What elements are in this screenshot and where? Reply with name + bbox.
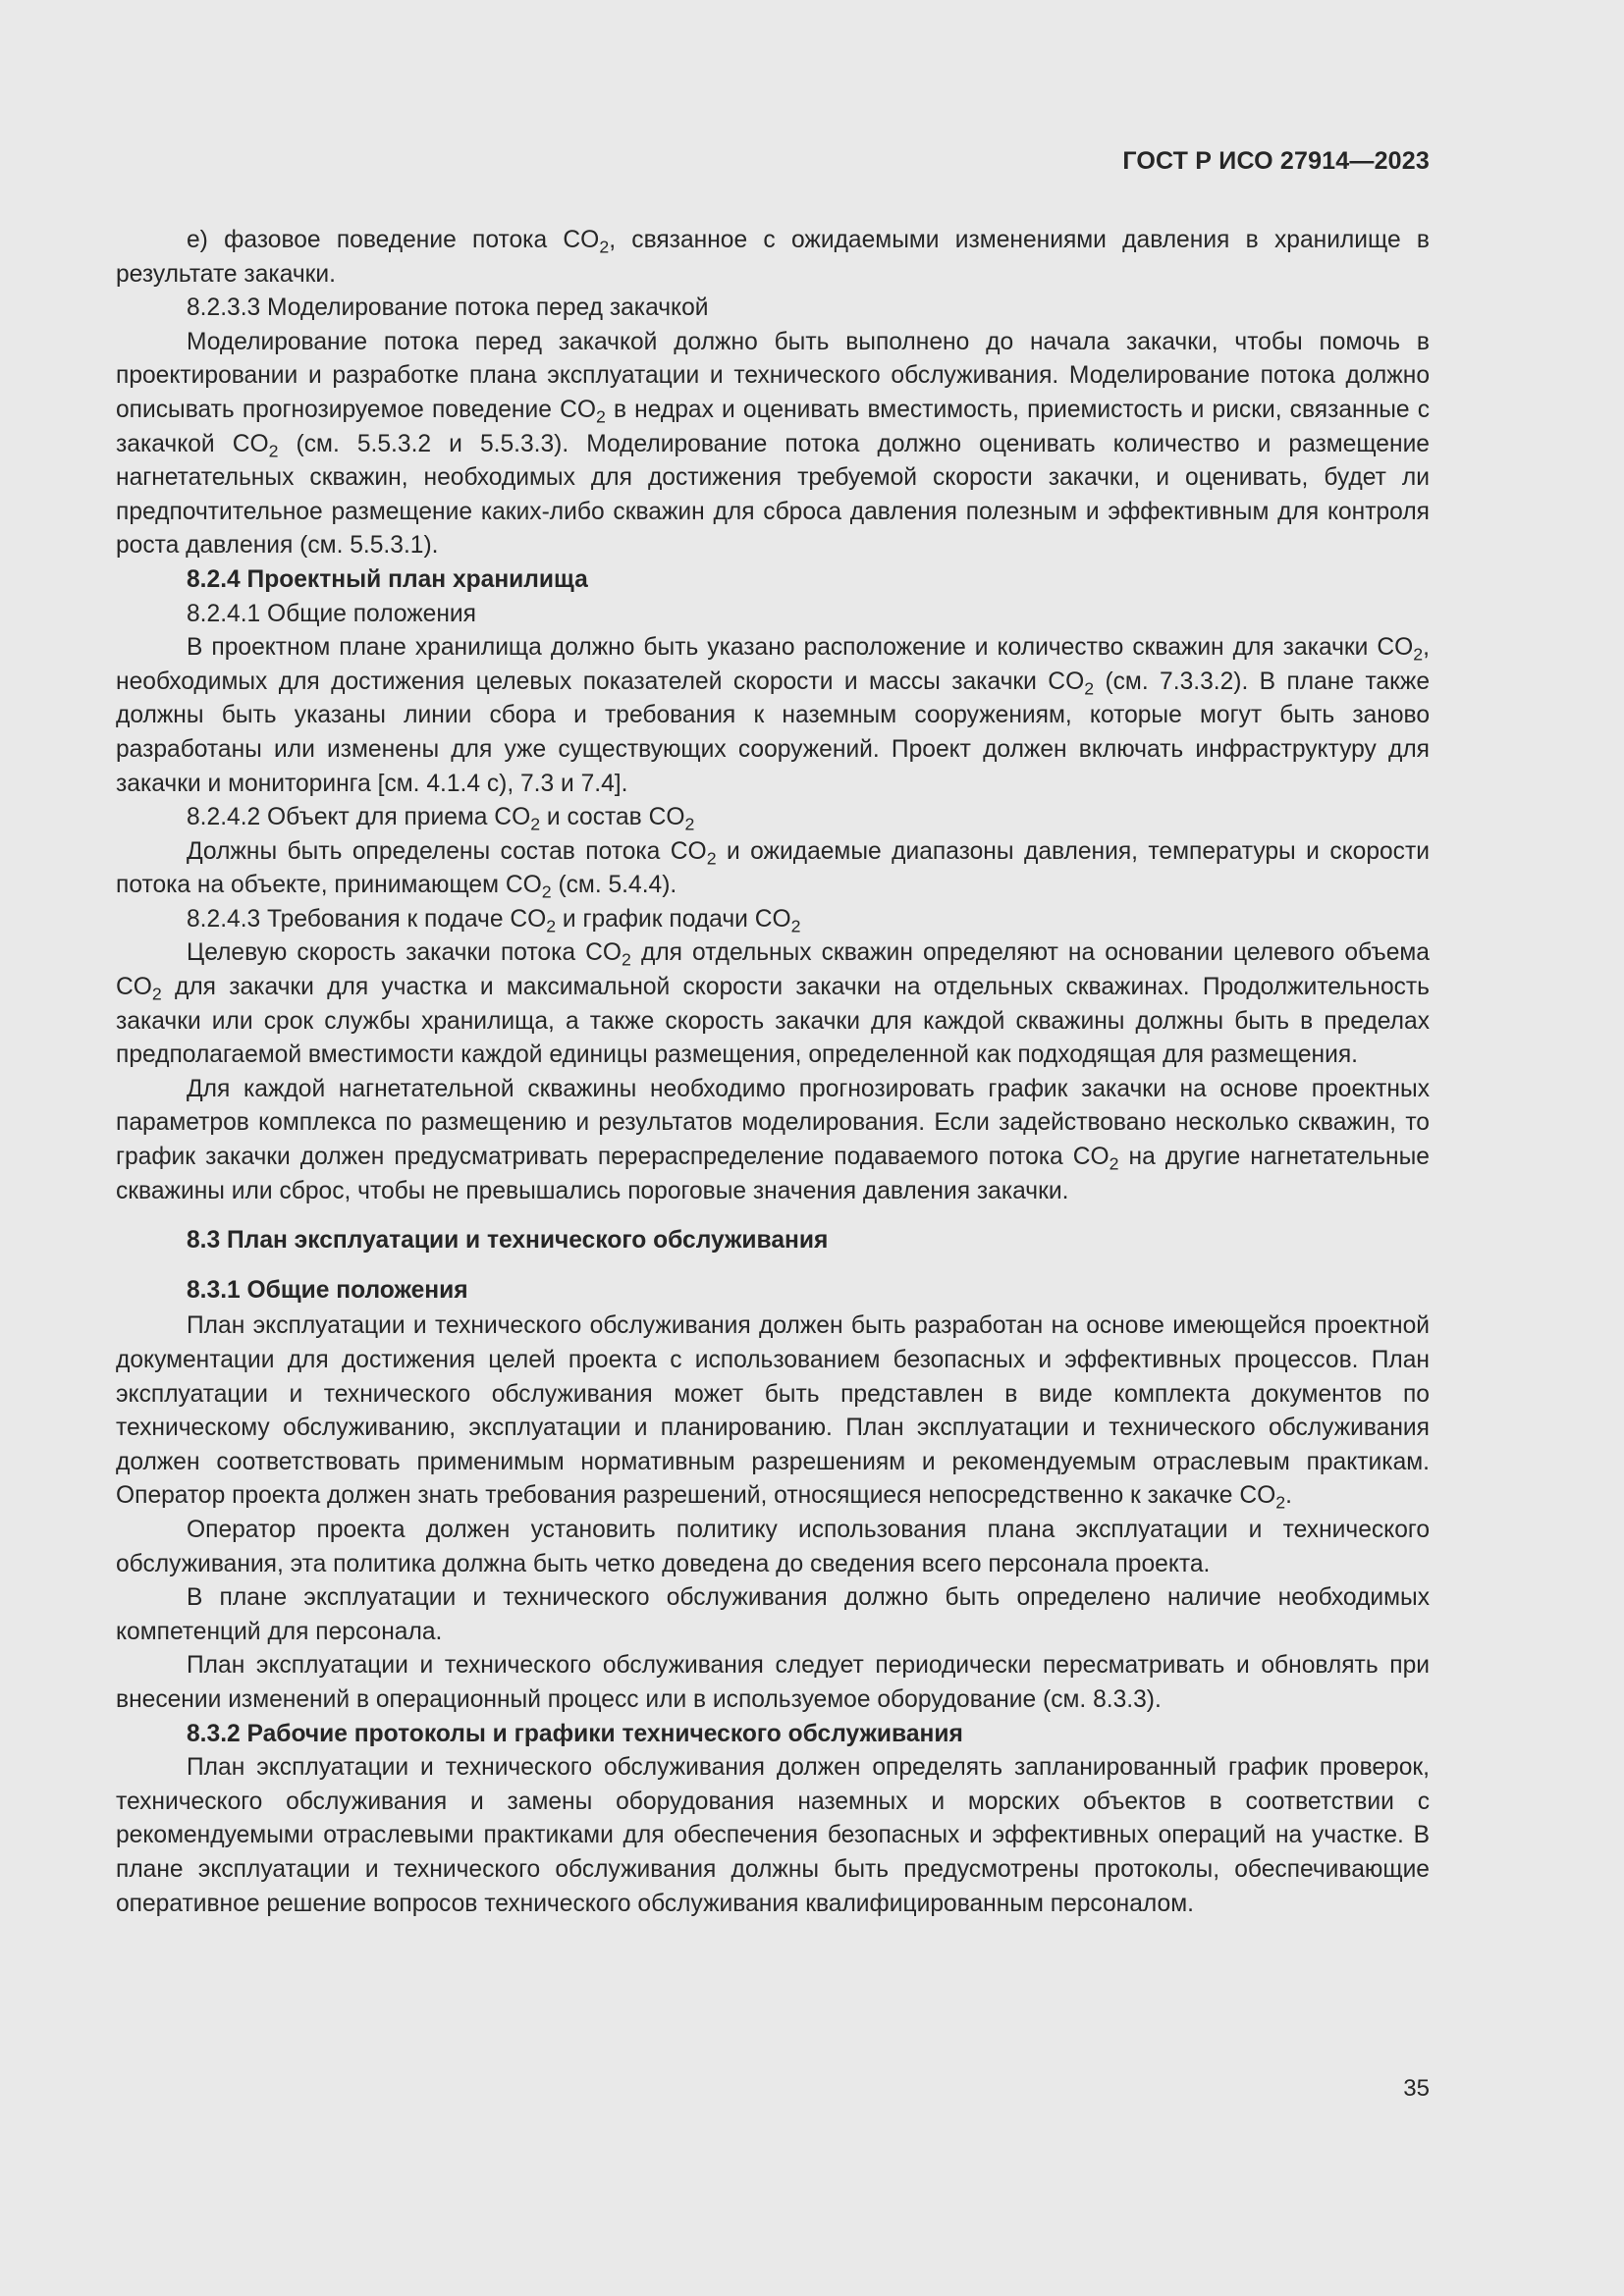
subscript: 2 — [268, 440, 279, 460]
document-body — [116, 224, 1430, 1921]
clause-8-2-4-3-body-1: Целевую скорость закачки потока $CO_2$ для отдельных скважин определяют на основании целевого объема $CO_2$ для закачки для участка и максимальной скорости закачки на отдельных скважинах. Продолжительность закачки или срок службы хранилища, а также скорость закачки для каждой скважины должны быть в пределах предполагаемой вместимости каждой единицы размещения, определенной как подходящая для размещения. — [116, 939, 1430, 1069]
clause-8-2-4-1-body: В проектном плане хранилища должно быть указано расположение и количество скважин для закачки $CO_2$, необходимых для достижения целевых показателей скорости и массы закачки $CO_2$ (см. 7.3.3.2). В плане также должны быть указаны линии сбора и требования к наземным сооружениям, которые могут быть заново разработаны или изменены для уже существующих сооружений. Проект должен включать инфраструктуру для закачки и мониторинга [см. 4.1.4 с), 7.3 и 7.4]. — [116, 634, 1430, 797]
clause-8-2-4-2-title: 8.2.4.2 Объект для приема $CO_2$ и состав $CO_2$ — [187, 804, 695, 834]
subscript: 2 — [706, 848, 717, 868]
subscript: 2 — [622, 949, 631, 970]
subscript: 2 — [1413, 644, 1424, 665]
subscript: 2 — [1084, 678, 1095, 699]
clause-8-2-4-3-title: 8.2.4.3 Требования к подаче $CO_2$ и график подачи $CO_2$ — [187, 905, 801, 936]
subscript: 2 — [546, 916, 557, 936]
clause-8-2-4-3-body-2: Для каждой нагнетательной скважины необходимо прогнозировать график закачки на основе проектных параметров комплекса по размещению и результатов моделирования. Если задействовано несколько скважин, то график закачки должен предусматривать перераспределение подаваемого потока $CO_2$ на другие нагнетательные скважины или сброс, чтобы не превышались пороговые значения давления закачки. — [116, 1075, 1430, 1204]
clause-8-3-1-body-2: Оператор проекта должен установить политику использования плана эксплуатации и технического обслуживания, эта политика должна быть четко доведена до сведения всего персонала проекта. — [116, 1516, 1430, 1577]
clause-8-3-1-body-4: План эксплуатации и технического обслуживания следует периодически пересматривать и обновлять при внесении изменений в операционный процесс или в используемое оборудование (см. 8.3.3). — [116, 1652, 1430, 1713]
document-code-header: ГОСТ Р ИСО 27914—2023 — [1122, 147, 1430, 175]
clause-8-2-4-title: 8.2.4 Проектный план хранилища — [187, 565, 588, 593]
subscript: 2 — [790, 916, 801, 936]
clause-8-3-1-title: 8.3.1 Общие положения — [187, 1276, 468, 1304]
clause-8-2-3-3-title: 8.2.3.3 Моделирование потока перед закачкой — [187, 294, 709, 322]
clause-8-3-2-body: План эксплуатации и технического обслуживания должен определять запланированный график проверок, технического обслуживания и замены оборудования наземных и морских объектов в соответствии с рекомендуемыми отраслевыми практиками для обеспечения безопасных и эффективных операций на участке. В плане эксплуатации и технического обслуживания должны быть предусмотрены протоколы, обеспечивающие оперативное решение вопросов технического обслуживания квалифицированным персоналом. — [116, 1754, 1430, 1917]
subscript: 2 — [1275, 1492, 1286, 1513]
subscript: 2 — [684, 814, 695, 834]
subscript: 2 — [1109, 1153, 1119, 1174]
page-number: 35 — [1403, 2075, 1430, 2102]
subscript: 2 — [595, 406, 606, 427]
subscript: 2 — [599, 237, 610, 257]
subscript: 2 — [151, 984, 162, 1004]
subscript: 2 — [541, 881, 552, 902]
section-8-3-title: 8.3 План эксплуатации и технического обслуживания — [187, 1227, 829, 1255]
item-e: е) фазовое поведение потока $CO_2$, связанное с ожидаемыми изменениями давления в хранилище в результате закачки. — [116, 227, 1430, 288]
clause-8-3-1-body-3: В плане эксплуатации и технического обслуживания должно быть определено наличие необходимых компетенций для персонала. — [116, 1584, 1430, 1645]
clause-8-3-1-body-1: План эксплуатации и технического обслуживания должен быть разработан на основе имеющейся проектной документации для достижения целей проекта с использованием безопасных и эффективных процессов. План эксплуатации и технического обслуживания может быть представлен в виде комплекта документов по техническому обслуживанию, эксплуатации и планированию. План эксплуатации и технического обслуживания должен соответствовать применимым нормативным разрешениям и рекомендуемым отраслевым практикам. Оператор проекта должен знать требования разрешений, относящиеся непосредственно к закачке $CO_2$. — [116, 1312, 1430, 1513]
clause-8-2-4-2-body: Должны быть определены состав потока $CO_2$ и ожидаемые диапазоны давления, температуры и скорости потока на объекте, принимающем $CO_2$ (см. 5.4.4). — [116, 837, 1430, 902]
clause-8-3-2-title: 8.3.2 Рабочие протоколы и графики технического обслуживания — [187, 1720, 963, 1747]
clause-8-2-3-3-body: Моделирование потока перед закачкой должно быть выполнено до начала закачки, чтобы помочь в проектировании и разработке плана эксплуатации и технического обслуживания. Моделирование потока должно описывать прогнозируемое поведение $CO_2$ в недрах и оценивать вместимость, приемистость и риски, связанные с закачкой $CO_2$ (см. 5.5.3.2 и 5.5.3.3). Моделирование потока должно оценивать количество и размещение нагнетательных скважин, необходимых для достижения требуемой скорости закачки, и оценивать, будет ли предпочтительное размещение каких-либо скважин для сброса давления полезным и эффективным для контроля роста давления (см. 5.5.3.1). — [116, 328, 1430, 560]
clause-8-2-4-1-title: 8.2.4.1 Общие положения — [187, 600, 476, 627]
subscript: 2 — [530, 814, 541, 834]
